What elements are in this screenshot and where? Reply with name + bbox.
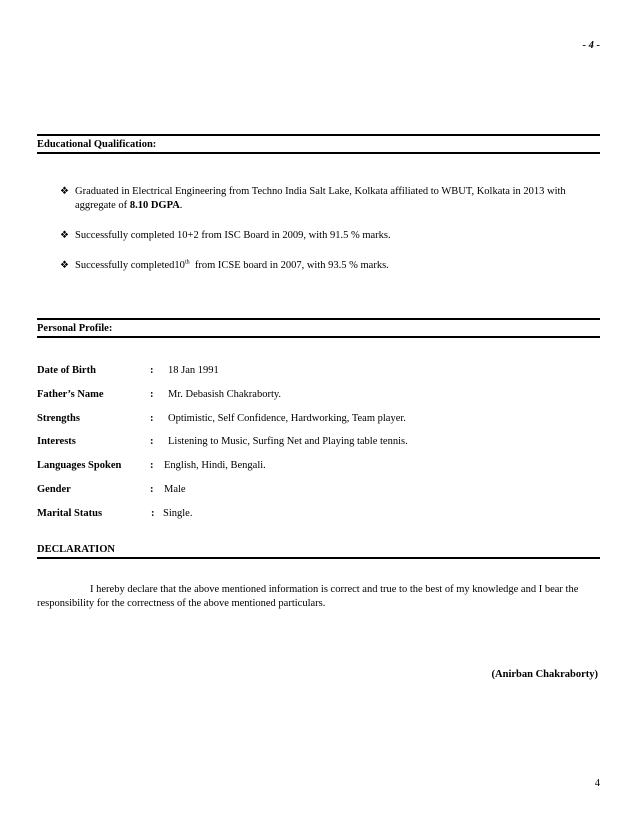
field-colon: : <box>150 460 154 471</box>
signature-name: (Anirban Chakraborty) <box>491 669 598 680</box>
declaration-section-header <box>37 541 600 559</box>
field-label: Gender <box>37 484 71 495</box>
list-item-bold: 8.10 DGPA <box>129 200 180 211</box>
field-colon: : <box>150 365 154 376</box>
declaration-title: DECLARATION <box>37 544 115 555</box>
field-label: Strengths <box>37 413 80 424</box>
field-value: 18 Jan 1991 <box>168 365 219 376</box>
diamond-bullet-icon: ❖ <box>60 230 69 241</box>
list-item <box>60 185 580 213</box>
field-colon: : <box>150 484 154 495</box>
field-colon: : <box>150 413 154 424</box>
field-colon: : <box>150 389 154 400</box>
declaration-text: I hereby declare that the above mentioned information is correct and true to the best of my knowledge and I bear the responsibility for the correctness of the above mentioned particulars. <box>37 584 579 609</box>
field-colon: : <box>151 508 155 519</box>
diamond-bullet-icon: ❖ <box>60 186 69 197</box>
list-item-text: Successfully completed10 <box>75 260 185 271</box>
list-item-text-end: . <box>179 200 183 211</box>
diamond-bullet-icon: ❖ <box>60 260 69 271</box>
list-item-sup: th <box>184 259 190 266</box>
field-colon: : <box>150 436 154 447</box>
education-title: Educational Qualification: <box>37 139 157 150</box>
field-label: Languages Spoken <box>37 460 122 471</box>
list-item <box>60 259 580 273</box>
education-list <box>60 185 580 289</box>
field-value: English, Hindi, Bengali. <box>164 460 266 471</box>
field-label: Father’s Name <box>37 389 104 400</box>
header-page-marker: - 4 - <box>582 40 600 51</box>
field-label: Interests <box>37 436 76 447</box>
list-item <box>60 229 580 243</box>
field-value: Listening to Music, Surfing Net and Playing table tennis. <box>168 436 408 447</box>
profile-title: Personal Profile: <box>37 323 113 334</box>
list-item-text: Graduated in Electrical Engineering from Techno India Salt Lake, Kolkata affiliated to WBUT, Kolkata in 2013 with aggregate of <box>75 186 566 211</box>
field-value: Mr. Debasish Chakraborty. <box>168 389 282 400</box>
field-label: Marital Status <box>37 508 103 519</box>
education-section-header <box>37 134 600 154</box>
field-label: Date of Birth <box>37 365 96 376</box>
field-value: Optimistic, Self Confidence, Hardworking, Team player. <box>168 413 406 424</box>
list-item-text-end: from ICSE board in 2007, with 93.5 % marks. <box>189 260 389 271</box>
list-item-text: Successfully completed 10+2 from ISC Board in 2009, with 91.5 % marks. <box>75 230 391 241</box>
profile-section-header <box>37 318 600 338</box>
field-value: Male <box>164 484 186 495</box>
field-value: Single. <box>163 508 193 519</box>
footer-page-number: 4 <box>594 778 600 789</box>
